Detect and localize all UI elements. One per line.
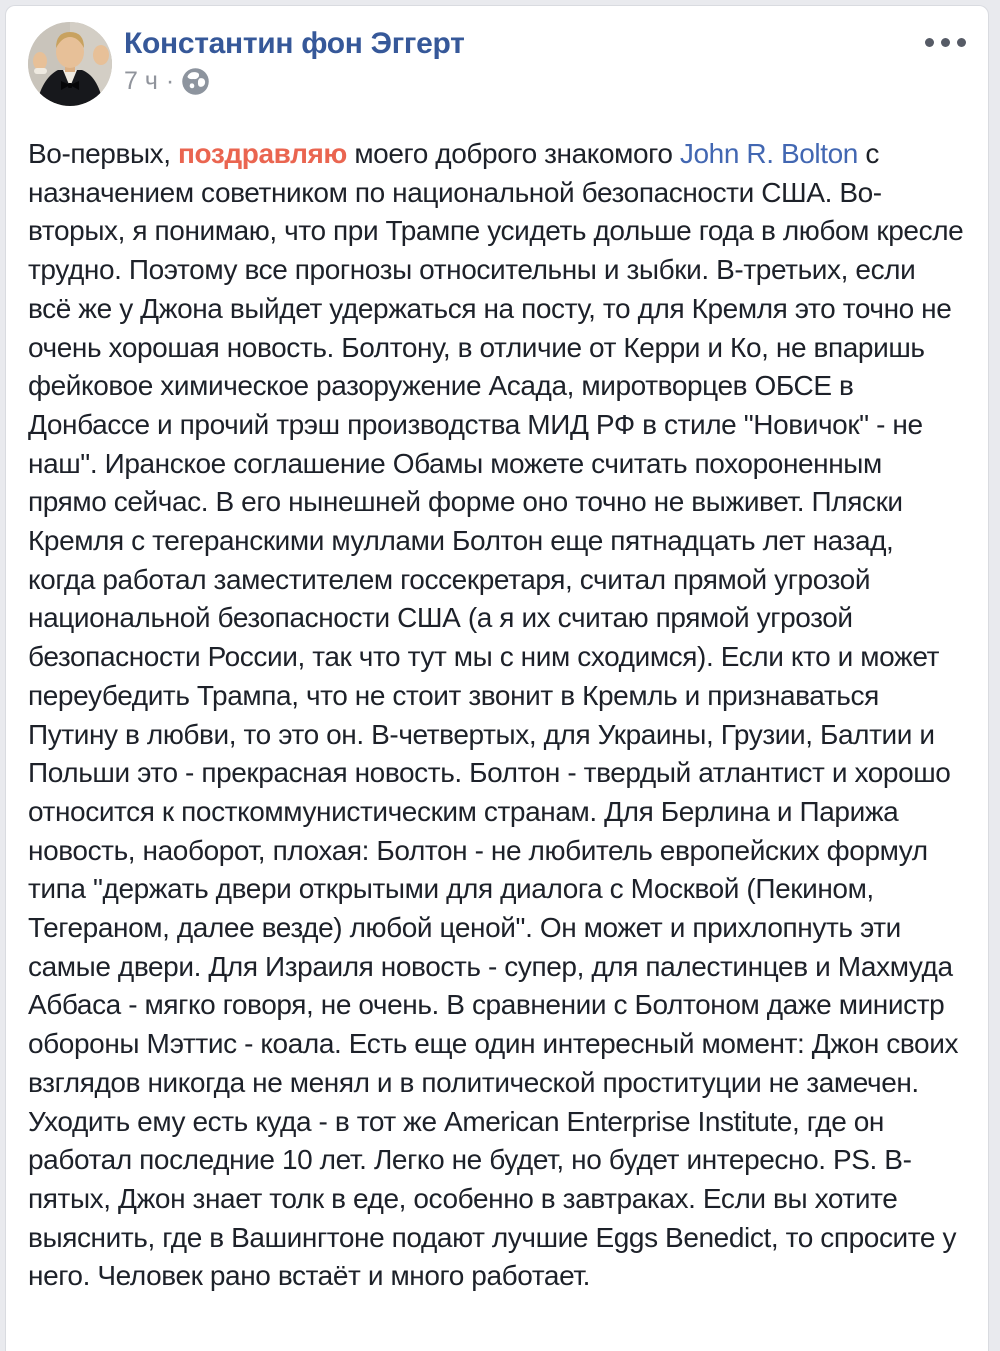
- avatar[interactable]: [28, 22, 112, 106]
- ellipsis-icon: [957, 38, 966, 47]
- ellipsis-icon: [941, 38, 950, 47]
- header-meta: [124, 22, 972, 95]
- timestamp[interactable]: 7 ч: [124, 67, 158, 95]
- post-header: [6, 22, 988, 122]
- inline-profile-link[interactable]: John R. Bolton: [679, 138, 858, 169]
- post-text-segment: Во-первых,: [28, 138, 179, 169]
- post-meta-row: [124, 67, 972, 95]
- post-options-button[interactable]: [919, 28, 972, 57]
- post-text-segment: с назначением советником по национальной безопасности США. Во-вторых, я понимаю, что при Трампе усидеть дольше года в любом кресле трудно. Поэтому все прогнозы относительны и зыбки. В-третьих, если всё же у Джона выйдет удержаться на посту, то для Кремля это точно не очень хорошая новость. Болтону, в отличие от Керри и Ко, не впаришь фейковое химическое разоружение Асада, миротворцев ОБСЕ в Донбассе и прочий трэш производства МИД РФ в стиле "Новичок" - не наш". Иранское соглашение Обамы можете считать похороненным прямо сейчас. В его нынешней форме оно точно не выживет. Пляски Кремля с тегеранскими муллами Болтон еще пятнадцать лет назад, когда работал заместителем госсекретаря, считал прямой угрозой национальной безопасности США (а я их считаю прямой угрозой безопасности России, так что тут мы с ним сходимся). Если кто и может переубедить Трампа, что не стоит звонит в Кремль и признаваться Путину в любви, то это он. В-четвертых, для Украины, Грузии, Балтии и Польши это - прекрасная новость. Болтон - твердый атлантист и хорошо относится к посткоммунистическим странам. Для Берлина и Парижа новость, наоборот, плохая: Болтон - не любитель европейских формул типа "держать двери открытыми для диалога с Москвой (Пекином, Тегераном, далее везде) любой ценой". Он может и прихлопнуть эти самые двери. Для Израиля новость - супер, для палестинцев и Махмуда Аббаса - мягко говоря, не очень. В сравнении с Болтоном даже министр обороны Мэттис - коала. Есть еще один интересный момент: Джон своих взглядов никогда не менял и в политической проституции не замечен. Уходить ему есть куда - в тот же American Enterprise Institute, где он работал последние 10 лет. Легко не будет, но будет интересно. PS. В-пятых, Джон знает толк в еде, особенно в завтраках. Если вы хотите выяснить, где в Вашингтоне подают лучшие Eggs Benedict, то спросите у него. Человек рано встаёт и много работает.: [28, 138, 964, 1292]
- post-card: [5, 5, 989, 1351]
- author-name-link[interactable]: Константин фон Эггерт: [124, 27, 465, 60]
- post-text: [6, 122, 988, 1296]
- meta-separator: ·: [165, 67, 175, 95]
- ellipsis-icon: [925, 38, 934, 47]
- privacy-globe-icon: [182, 68, 209, 95]
- congrats-highlight[interactable]: поздравляю: [178, 138, 347, 169]
- avatar-portrait-image: [28, 22, 112, 106]
- post-text-segment: моего доброго знакомого: [346, 138, 680, 169]
